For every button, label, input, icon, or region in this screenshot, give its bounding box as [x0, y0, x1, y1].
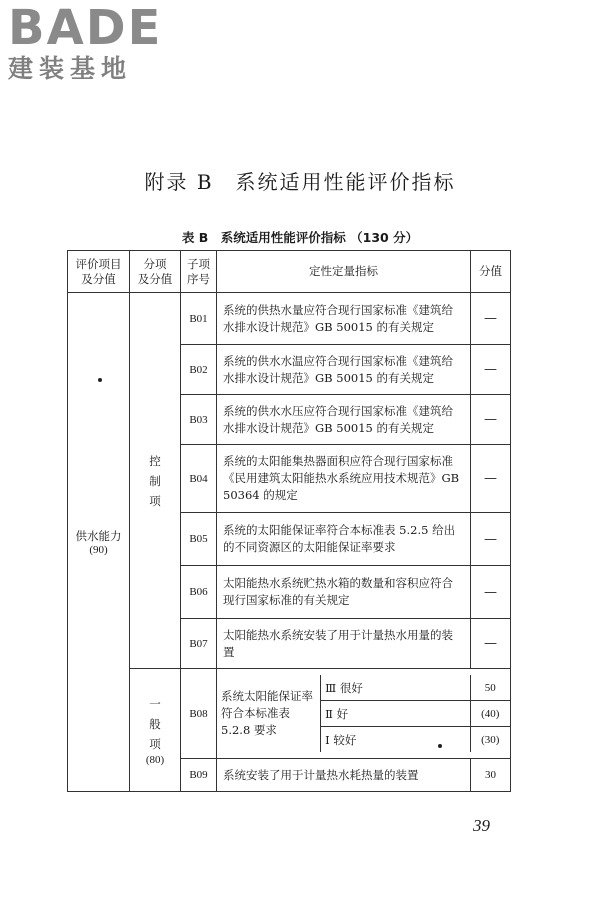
score-value: —: [471, 619, 511, 669]
general-label-char: 项: [149, 737, 161, 751]
scan-dot: [98, 378, 102, 382]
score-value: —: [471, 566, 511, 619]
sub-code: B09: [181, 759, 217, 792]
control-category-cell: [130, 293, 181, 669]
level-label: Ⅲ 很好: [321, 675, 470, 701]
level-score: 50: [470, 675, 510, 701]
header-category-line: 分项: [143, 256, 167, 271]
header-item-line: 及分值: [81, 271, 116, 286]
item-label: 供水能力: [75, 529, 122, 543]
item-score: (90): [89, 544, 108, 556]
score-value: 30: [471, 759, 511, 792]
general-label-char: 般: [149, 717, 161, 731]
header-sub-line: 序号: [187, 271, 210, 286]
logo-wordmark: BADE: [8, 0, 163, 56]
header-row: [68, 251, 511, 293]
sub-code: B06: [181, 566, 217, 619]
indicator-text: 太阳能热水系统贮热水箱的数量和容积应符合现行国家标准的有关规定: [217, 566, 471, 619]
header-indicator: 定性定量指标: [217, 251, 471, 293]
b08-level-table: [217, 675, 510, 752]
item-cell: [68, 293, 130, 792]
header-score: 分值: [471, 251, 511, 293]
score-value: —: [471, 513, 511, 566]
sub-code: B02: [181, 345, 217, 395]
level-score: (40): [470, 701, 510, 727]
indicator-text: 系统的太阳能集热器面积应符合现行国家标准《民用建筑太阳能热水系统应用技术规范》GB 50364 的规定: [217, 445, 471, 513]
indicator-text: 太阳能热水系统安装了用于计量热水用量的装置: [217, 619, 471, 669]
score-value: —: [471, 293, 511, 345]
control-label: [148, 451, 162, 511]
score-value: —: [471, 345, 511, 395]
header-sub-line: 子项: [187, 256, 210, 271]
control-label-char: 项: [149, 493, 161, 508]
indicator-text: 系统的供水水温应符合现行国家标准《建筑给水排水设计规范》GB 50015 的有关规定: [217, 345, 471, 395]
appendix-title: 附录 B 系统适用性能评价指标: [144, 170, 456, 194]
level-row: [217, 675, 510, 701]
scan-dot: [438, 744, 442, 748]
control-label-char: 制: [149, 473, 161, 488]
sub-code: B05: [181, 513, 217, 566]
sub-code: B03: [181, 395, 217, 445]
table-row: [68, 669, 511, 759]
score-value: —: [471, 395, 511, 445]
header-item-line: 评价项目: [75, 256, 122, 271]
general-score: (80): [145, 754, 165, 766]
sub-code: B01: [181, 293, 217, 345]
table-row: [68, 293, 511, 345]
header-sub: [181, 251, 217, 293]
bade-logo: [8, 0, 163, 84]
sub-code: B04: [181, 445, 217, 513]
indicator-text: 系统的供水水压应符合现行国家标准《建筑给水排水设计规范》GB 50015 的有关规定: [217, 395, 471, 445]
b08-cell: [217, 669, 511, 759]
general-category-cell: [130, 669, 181, 792]
indicator-text: 系统安装了用于计量热水耗热量的装置: [217, 759, 471, 792]
b08-text: 系统太阳能保证率符合本标准表 5.2.8 要求: [217, 675, 321, 752]
control-label-char: 控: [149, 453, 161, 468]
general-label-char: 一: [149, 697, 161, 711]
header-item: [68, 251, 130, 293]
sub-code: B08: [181, 669, 217, 759]
level-score: (30): [481, 733, 500, 746]
level-label: Ⅱ 好: [321, 701, 470, 727]
general-label: [148, 694, 162, 754]
level-label: Ⅰ 较好: [321, 727, 470, 753]
indicator-text: 系统的太阳能保证率符合本标准表 5.2.5 给出的不同资源区的太阳能保证率要求: [217, 513, 471, 566]
logo-subtitle: 建装基地: [8, 54, 133, 83]
page-number: 39: [473, 816, 490, 835]
evaluation-table: [67, 250, 511, 792]
indicator-text: 系统的供热水量应符合现行国家标准《建筑给水排水设计规范》GB 50015 的有关规定: [217, 293, 471, 345]
header-category: [130, 251, 181, 293]
sub-code: B07: [181, 619, 217, 669]
score-value: —: [471, 445, 511, 513]
header-category-line: 及分值: [137, 271, 173, 286]
table-caption: 表 B 系统适用性能评价指标 （130 分）: [181, 230, 419, 245]
